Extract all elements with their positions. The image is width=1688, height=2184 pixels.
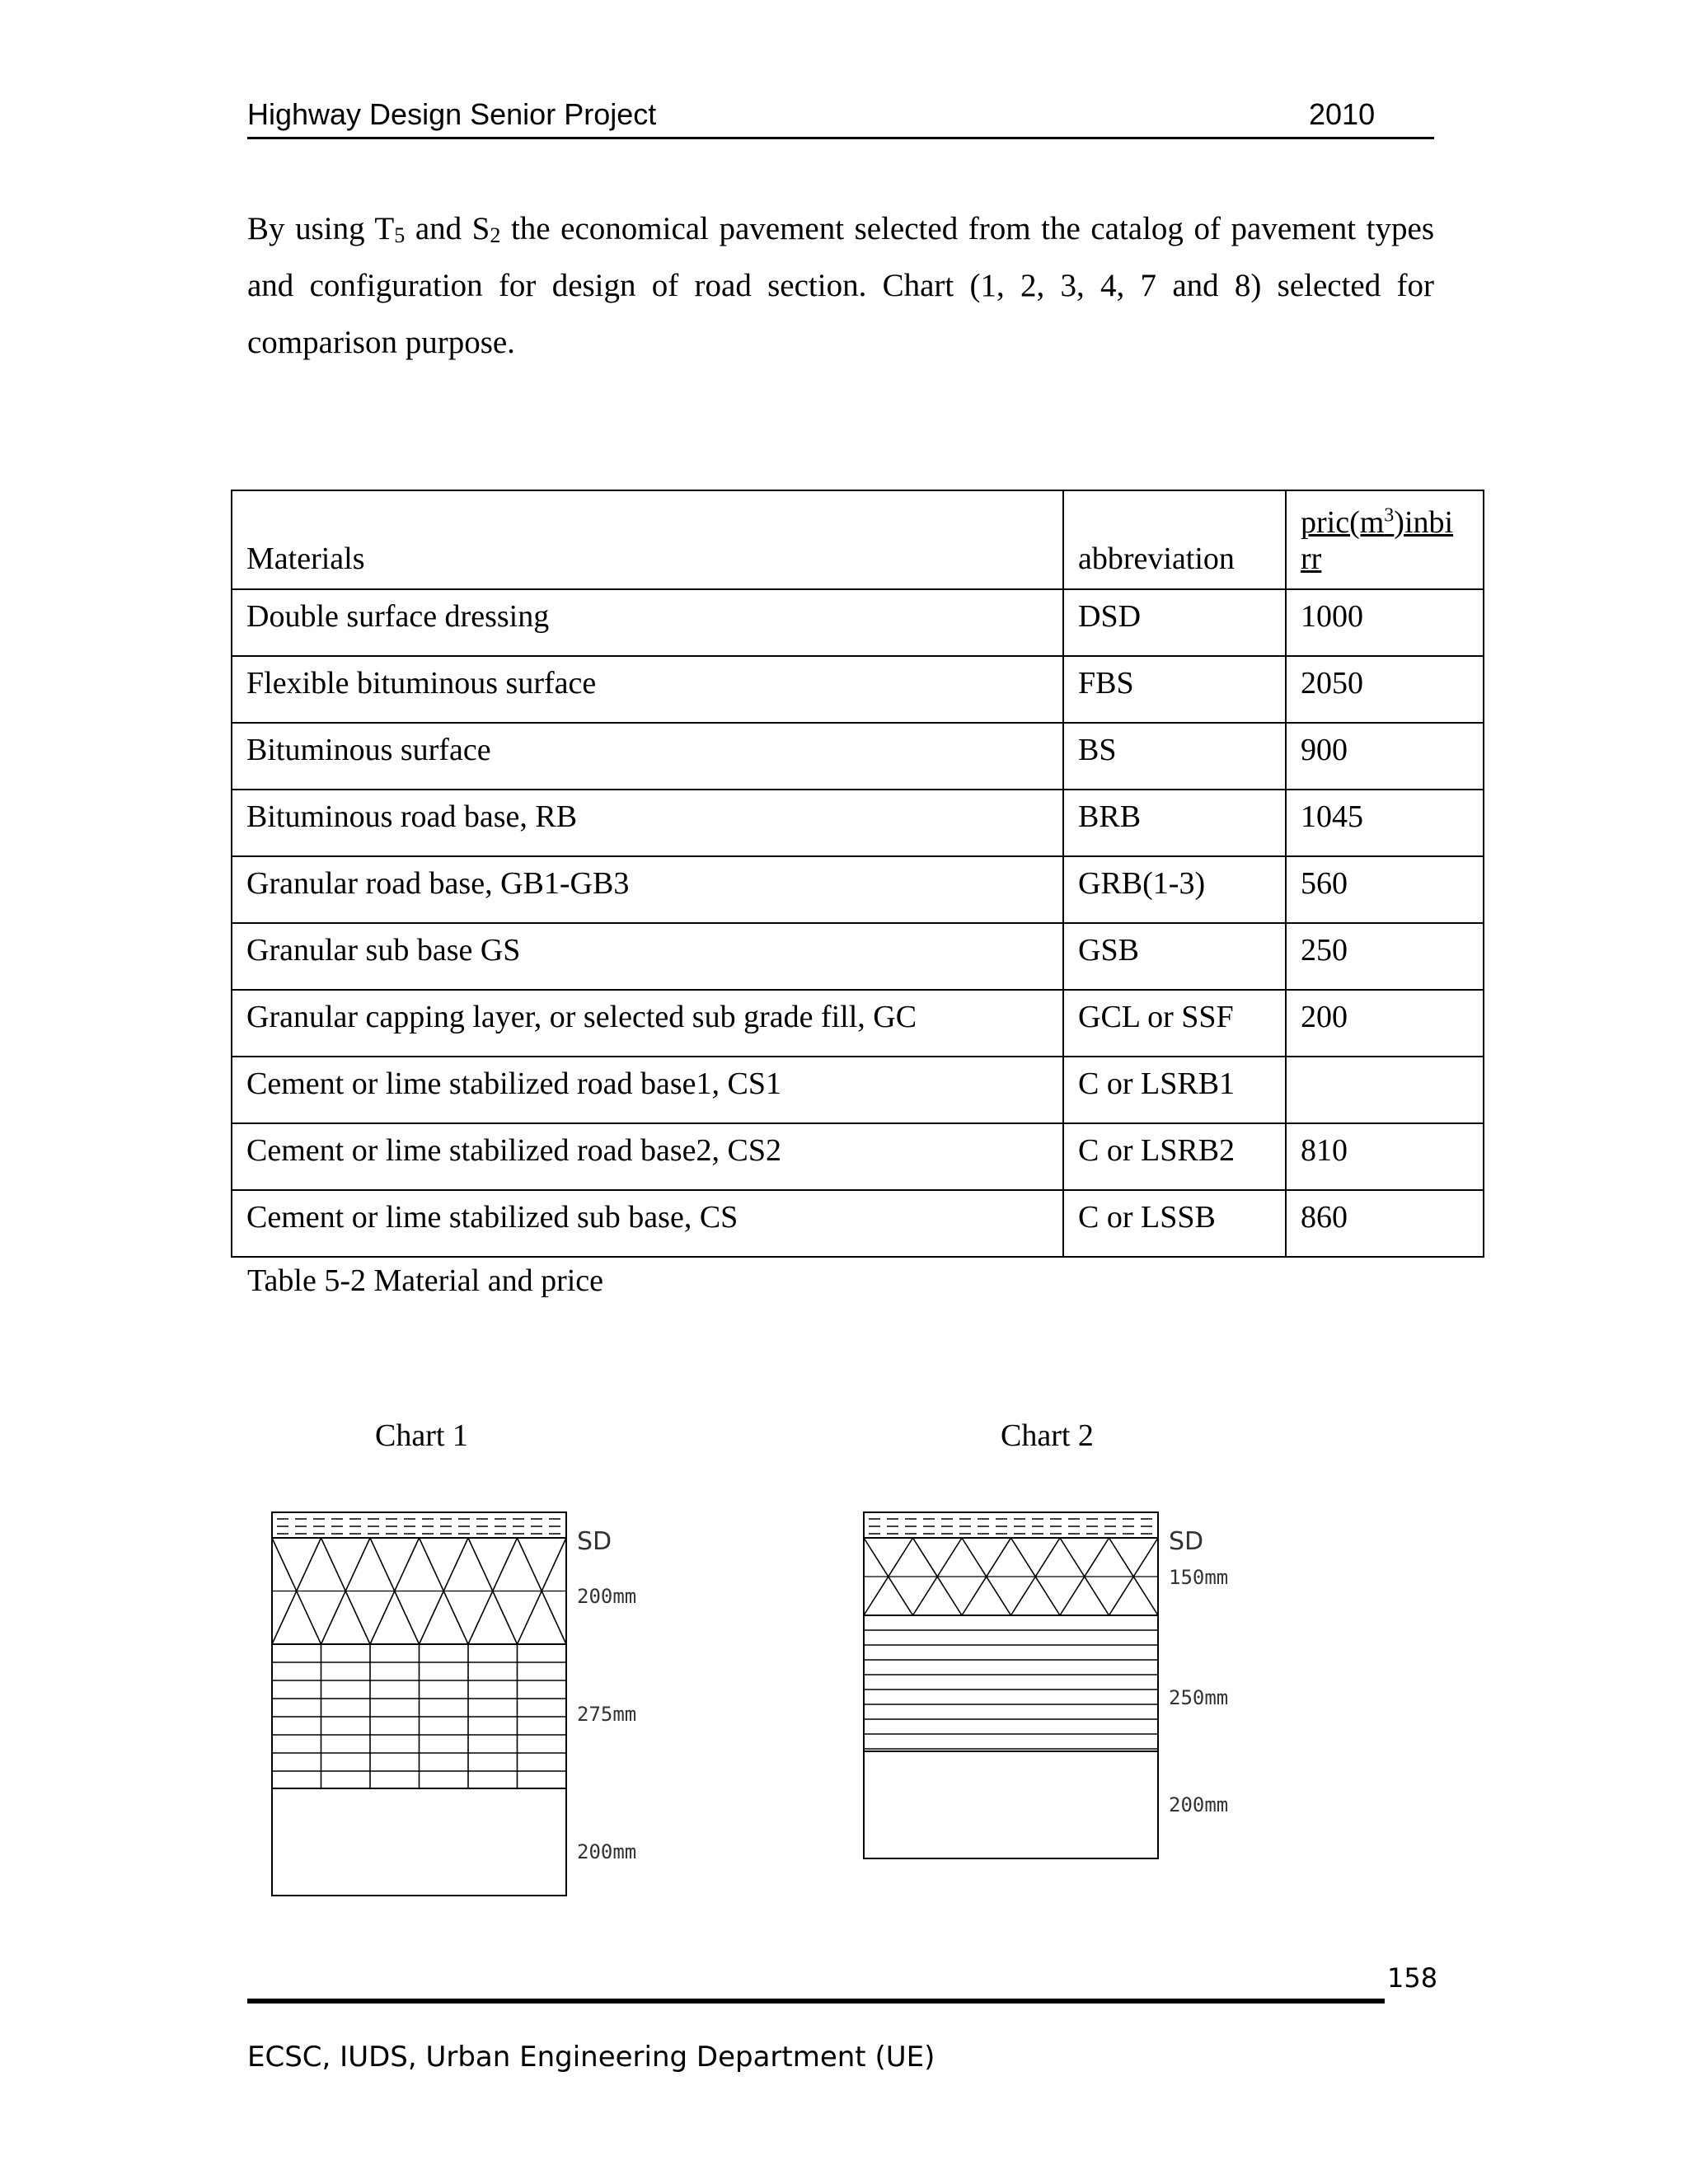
abbreviation-cell: BS [1063, 723, 1286, 790]
price-cell: 2050 [1286, 656, 1484, 723]
header-price-text-a: pric(m [1301, 505, 1385, 540]
material-cell: Cement or lime stabilized road base1, CS1 [232, 1057, 1063, 1123]
layer-label: 200mm [577, 1585, 637, 1608]
price-cell: 810 [1286, 1123, 1484, 1190]
layer-horizontal-lines [864, 1615, 1158, 1751]
header-price-text-b: )inbi rr [1301, 505, 1454, 576]
price-cell: 250 [1286, 923, 1484, 990]
material-cell: Cement or lime stabilized sub base, CS [232, 1190, 1063, 1257]
layer-label: 250mm [1169, 1686, 1229, 1709]
layer-label: 200mm [1169, 1793, 1229, 1816]
table-row [232, 723, 1484, 790]
material-cell: Bituminous road base, RB [232, 790, 1063, 856]
layer-dashed [864, 1512, 1158, 1538]
chart-1 [272, 1512, 636, 1896]
price-cell: 900 [1286, 723, 1484, 790]
abbreviation-cell: GCL or SSF [1063, 990, 1286, 1057]
material-cell: Granular capping layer, or selected sub grade fill, GC [232, 990, 1063, 1057]
abbreviation-cell: C or LSRB1 [1063, 1057, 1286, 1123]
header-price-sup: 3 [1384, 504, 1395, 527]
intro-text-2: and S [405, 211, 490, 246]
intro-text-3: the economical pavement selected from the catalog of pavement types and configuration for design of road section. Chart (1, 2, 3, 4, 7 and 8) selected for comparison purpose. [247, 211, 1434, 360]
chart-2-title: Chart 2 [1001, 1418, 1094, 1453]
abbreviation-cell: C or LSRB2 [1063, 1123, 1286, 1190]
table-row [232, 856, 1484, 923]
table-row [232, 790, 1484, 856]
price-cell: 200 [1286, 990, 1484, 1057]
table-row [232, 1057, 1484, 1123]
abbreviation-cell: GSB [1063, 923, 1286, 990]
table-row [232, 656, 1484, 723]
price-cell: 1045 [1286, 790, 1484, 856]
layer-grid [272, 1644, 566, 1788]
layer-crosshatch [272, 1538, 566, 1644]
footer-divider [247, 1999, 1385, 2004]
layer-blank [864, 1751, 1158, 1858]
abbreviation-cell: BRB [1063, 790, 1286, 856]
intro-text-1: By using T [247, 211, 395, 246]
abbreviation-cell: DSD [1063, 589, 1286, 656]
header-materials: Materials [232, 490, 1063, 589]
material-cell: Double surface dressing [232, 589, 1063, 656]
chart-2 [864, 1512, 1228, 1858]
intro-subscript-2: 2 [490, 223, 501, 247]
table-row [232, 990, 1484, 1057]
table-header-row [232, 490, 1484, 589]
page-header [247, 97, 1434, 139]
material-cell: Granular road base, GB1-GB3 [232, 856, 1063, 923]
table-caption: Table 5-2 Material and price [247, 1263, 604, 1298]
material-cell: Cement or lime stabilized road base2, CS2 [232, 1123, 1063, 1190]
table-row [232, 1123, 1484, 1190]
table-row [232, 923, 1484, 990]
price-cell: 860 [1286, 1190, 1484, 1257]
header-price [1286, 490, 1484, 589]
layer-label: 275mm [577, 1703, 637, 1726]
layer-label: SD [577, 1527, 612, 1556]
material-price-table [231, 490, 1484, 1258]
abbreviation-cell: FBS [1063, 656, 1286, 723]
price-cell [1286, 1057, 1484, 1123]
layer-label: 200mm [577, 1840, 637, 1863]
abbreviation-cell: C or LSSB [1063, 1190, 1286, 1257]
layer-dashed [272, 1512, 566, 1538]
layer-crosshatch [864, 1538, 1158, 1615]
header-year: 2010 [1309, 97, 1376, 131]
material-cell: Flexible bituminous surface [232, 656, 1063, 723]
table-row [232, 589, 1484, 656]
header-abbreviation: abbreviation [1063, 490, 1286, 589]
material-cell: Granular sub base GS [232, 923, 1063, 990]
layer-label: 150mm [1169, 1566, 1229, 1589]
table-row [232, 1190, 1484, 1257]
abbreviation-cell: GRB(1-3) [1063, 856, 1286, 923]
intro-paragraph [247, 200, 1434, 371]
chart-1-title: Chart 1 [375, 1418, 468, 1453]
layer-label: SD [1169, 1527, 1204, 1556]
material-cell: Bituminous surface [232, 723, 1063, 790]
price-cell: 560 [1286, 856, 1484, 923]
layer-blank [272, 1788, 566, 1896]
page-number: 158 [1387, 1962, 1438, 1994]
price-cell: 1000 [1286, 589, 1484, 656]
footer-text: ECSC, IUDS, Urban Engineering Department (UE) [247, 2041, 935, 2074]
intro-subscript-1: 5 [394, 223, 406, 247]
header-title: Highway Design Senior Project [247, 97, 657, 131]
